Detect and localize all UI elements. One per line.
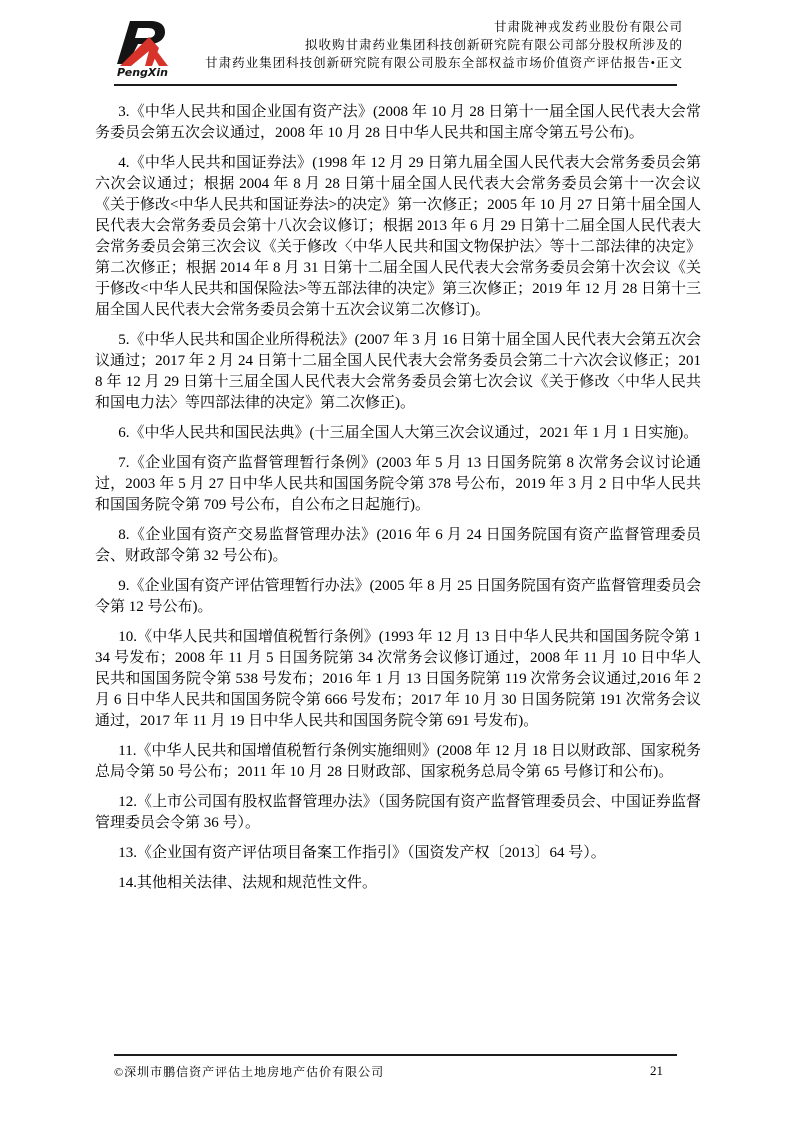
list-item-10: 10.《中华人民共和国增值税暂行条例》(1993 年 12 月 13 日中华人民共和国国务院令第 134 号发布；2008 年 11 月 5 日国务院第 34 次常务会议修订通过，2008 年 11 月 10 日中华人民共和国国务院令第 538 号发布；2016 年 1 月 13 日国务院第 119 次常务会议通过,2016 年 2 月 6 日中华人民共和国国务院令第 666 号发布；2017 年 10 月 30 日国务院第 191 次常务会议通过，2017 年 11 月 19 日中华人民共和国国务院令第 691 号发布)。 bbox=[95, 629, 701, 729]
pengxin-logo bbox=[116, 20, 180, 78]
header-line-company: 甘肃陇神戎发药业股份有限公司 bbox=[493, 20, 683, 34]
list-item-3: 3.《中华人民共和国企业国有资产法》(2008 年 10 月 28 日第十一届全国人民代表大会常务委员会第五次会议通过，2008 年 10 月 28 日中华人民共和国主席令第五号公布)。 bbox=[95, 104, 701, 141]
list-item-13: 13.《企业国有资产评估项目备案工作指引》（国资发产权〔2013〕64 号）。 bbox=[118, 845, 606, 861]
list-item-8: 8.《企业国有资产交易监督管理办法》(2016 年 6 月 24 日国务院国有资产监督管理委员会、财政部令第 32 号公布)。 bbox=[95, 527, 701, 564]
report-header-title bbox=[178, 18, 683, 72]
legal-basis-list bbox=[95, 102, 701, 903]
header-line-report-title: 甘肃药业集团科技创新研究院有限公司股东全部权益市场价值资产评估报告•正文 bbox=[205, 56, 683, 70]
list-item-9: 9.《企业国有资产评估管理暂行办法》(2005 年 8 月 25 日国务院国有资产监督管理委员会令第 12 号公布)。 bbox=[95, 578, 701, 615]
header-divider bbox=[114, 84, 677, 86]
list-item-6: 6.《中华人民共和国民法典》(十三届全国人大第三次会议通过，2021 年 1 月 1 日实施)。 bbox=[118, 425, 699, 441]
list-item-12: 12.《上市公司国有股权监督管理办法》（国务院国有资产监督管理委员会、中国证券监督管理委员会令第 36 号）。 bbox=[95, 794, 701, 831]
footer-divider bbox=[114, 1054, 677, 1056]
logo-r-mark bbox=[117, 21, 168, 66]
list-item-11: 11.《中华人民共和国增值税暂行条例实施细则》(2008 年 12 月 18 日以财政部、国家税务总局令第 50 号公布；2011 年 10 月 28 日财政部、国家税务总局令第 65 号修订和公布)。 bbox=[95, 743, 701, 780]
list-item-5: 5.《中华人民共和国企业所得税法》(2007 年 3 月 16 日第十届全国人民代表大会第五次会议通过；2017 年 2 月 24 日第十二届全国人民代表大会常务委员会第二十六次会议修正；2018 年 12 月 29 日第十三届全国人民代表大会常务委员会第七次会议《关于修改〈中华人民共和国电力法〉等四部法律的决定》第二次修正)。 bbox=[95, 332, 701, 411]
footer-copyright: ©深圳市鹏信资产评估土地房地产估价有限公司 bbox=[114, 1065, 385, 1079]
logo-brand-text: PengXin bbox=[117, 66, 169, 78]
page-number: 21 bbox=[650, 1063, 663, 1078]
page-header bbox=[114, 16, 683, 78]
list-item-4: 4.《中华人民共和国证券法》(1998 年 12 月 29 日第九届全国人民代表大会常务委员会第六次会议通过；根据 2004 年 8 月 28 日第十届全国人民代表大会常务委员会第十一次会议《关于修改<中华人民共和国证券法>的决定》第一次修正；2005 年 10 月 27 日第十届全国人民代表大会常务委员会第十八次会议修订；根据 2013 年 6 月 29 日第十二届全国人民代表大会常务委员会第三次会议《关于修改〈中华人民共和国文物保护法〉等十二部法律的决定》第二次修正；根据 2014 年 8 月 31 日第十二届全国人民代表大会常务委员会第十次会议《关于修改<中华人民共和国保险法>等五部法律的决定》第三次修正；2019 年 12 月 28 日第十三届全国人民代表大会常务委员会第十五次会议第二次修订)。 bbox=[95, 155, 701, 318]
page-footer bbox=[114, 1063, 677, 1080]
list-item-7: 7.《企业国有资产监督管理暂行条例》(2003 年 5 月 13 日国务院第 8 次常务会议讨论通过，2003 年 5 月 27 日中华人民共和国国务院令第 378 号公布，2019 年 3 月 2 日中华人民共和国国务院令第 709 号公布，自公布之日起施行)。 bbox=[95, 455, 701, 513]
list-item-14: 14.其他相关法律、法规和规范性文件。 bbox=[118, 875, 378, 891]
header-line-transaction: 拟收购甘肃药业集团科技创新研究院有限公司部分股权所涉及的 bbox=[304, 38, 683, 52]
